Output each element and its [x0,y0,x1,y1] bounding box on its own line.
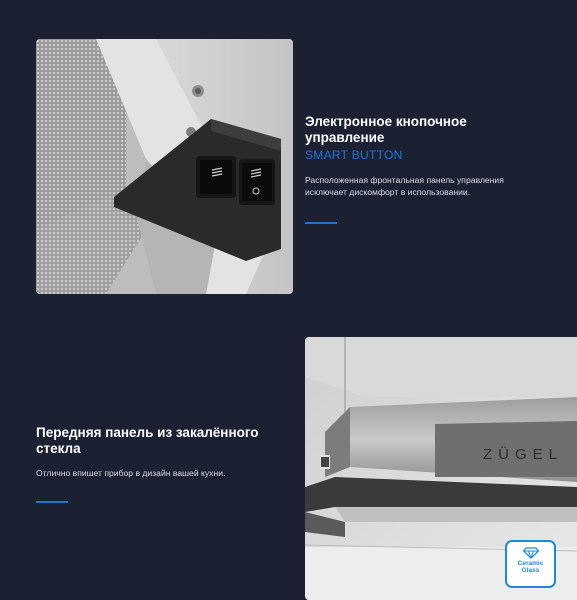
feature-description: Отлично впишет прибор в дизайн вашей кухни. [36,468,226,478]
accent-divider [305,222,337,224]
accent-divider [36,501,68,503]
feature-title [36,425,286,457]
diamond-icon [523,547,539,559]
brand-logo: ZÜGEL [483,446,564,463]
badge-label-line: Glass [521,567,540,574]
badge-label [507,560,554,574]
badge-label-line: Ceramic [517,560,544,567]
feature-description-line: исключает дискомфорт в использовании. [305,187,471,197]
feature-smart-button [305,114,550,224]
feature-glass-panel [36,425,286,503]
feature-title [305,114,550,146]
feature-title-line: управление [305,130,385,145]
feature-title-line: стекла [36,441,81,456]
control-panel-photo [36,39,293,294]
feature-title-line: Передняя панель из закалённого [36,425,259,440]
ceramic-glass-badge [505,540,556,588]
feature-accent-label: SMART BUTTON [305,148,403,162]
feature-description [305,174,550,198]
feature-title-line: Электронное кнопочное [305,114,467,129]
feature-description-line: Расположенная фронтальная панель управления [305,175,504,185]
